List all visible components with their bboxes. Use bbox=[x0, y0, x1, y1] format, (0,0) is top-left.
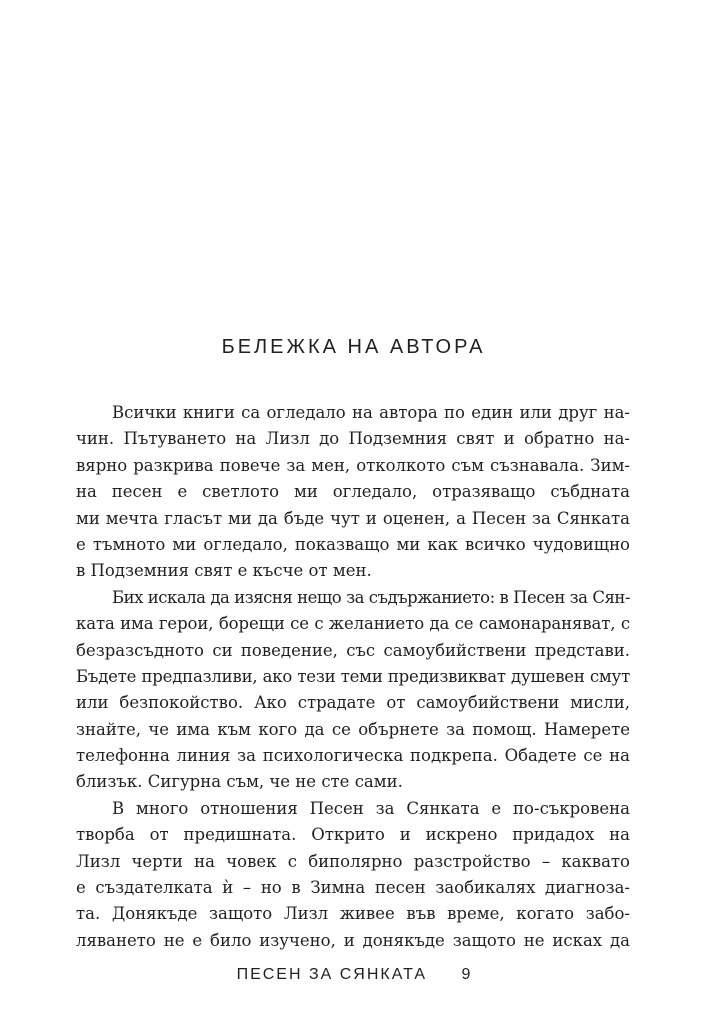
text-line: Лизл черти на човек с биполярно разстройство – каквато bbox=[76, 851, 630, 871]
text-line: близък. Сигурна съм, че не сте сами. bbox=[76, 772, 403, 792]
text-line: е създателката ѝ – но в Зимна песен заобикалях диагноза- bbox=[76, 878, 630, 898]
text-line: та. Донякъде защото Лизл живее във време, когато забо- bbox=[76, 904, 630, 924]
paragraph bbox=[76, 585, 630, 796]
text-line: на песен е светлото ми огледало, отразяващо събдната bbox=[76, 482, 630, 502]
chapter-heading: БЕЛЕЖКА НА АВТОРА bbox=[221, 336, 486, 358]
text-line: Всички книги са огледало на автора по един или друг на- bbox=[112, 403, 630, 422]
running-title: ПЕСЕН ЗА СЯНКАТА bbox=[236, 966, 428, 983]
text-line: ми мечта гласът ми да бъде чут и оценен, а Песен за Сянката bbox=[76, 508, 630, 528]
text-line: ляването не е било изучено, и донякъде защото не исках да bbox=[76, 930, 630, 950]
text-line: В много отношения Песен за Сянката е по-съкровена bbox=[112, 798, 630, 818]
text-line: телефонна линия за психологическа подкрепа. Обадете се на bbox=[76, 746, 630, 766]
text-line: чин. Пътуването на Лизл до Подземния свят и обратно на- bbox=[76, 429, 630, 449]
text-line: знайте, че има към кого да се обърнете за помощ. Намерете bbox=[76, 719, 630, 739]
text-line: вярно разкрива повече за мен, отколкото съм съзнавала. Зим- bbox=[76, 455, 630, 475]
text-line: творба от предишната. Открито и искрено придадох на bbox=[76, 825, 630, 845]
text-line: или безпокойство. Ако страдате от самоубийствени мисли, bbox=[76, 693, 630, 713]
text-line: безразсъдното си поведение, със самоубийствени представи. bbox=[76, 640, 630, 660]
page-number: 9 bbox=[461, 966, 471, 983]
text-line: е тъмното ми огледало, показващо ми как всичко чудовищно bbox=[76, 534, 630, 554]
paragraph bbox=[76, 796, 630, 954]
paragraph bbox=[76, 400, 630, 585]
page-footer bbox=[0, 966, 707, 984]
body-text bbox=[76, 400, 630, 954]
text-line: в Подземния свят е късче от мен. bbox=[76, 561, 372, 581]
text-line: ката има герои, борещи се с желанието да се самонараняват, с bbox=[76, 614, 630, 634]
text-line: Бъдете предпазливи, ако тези теми предизвикват душевен смут bbox=[76, 666, 630, 686]
text-line: Бих искала да изясня нещо за съдържанието: в Песен за Сян- bbox=[112, 587, 630, 607]
